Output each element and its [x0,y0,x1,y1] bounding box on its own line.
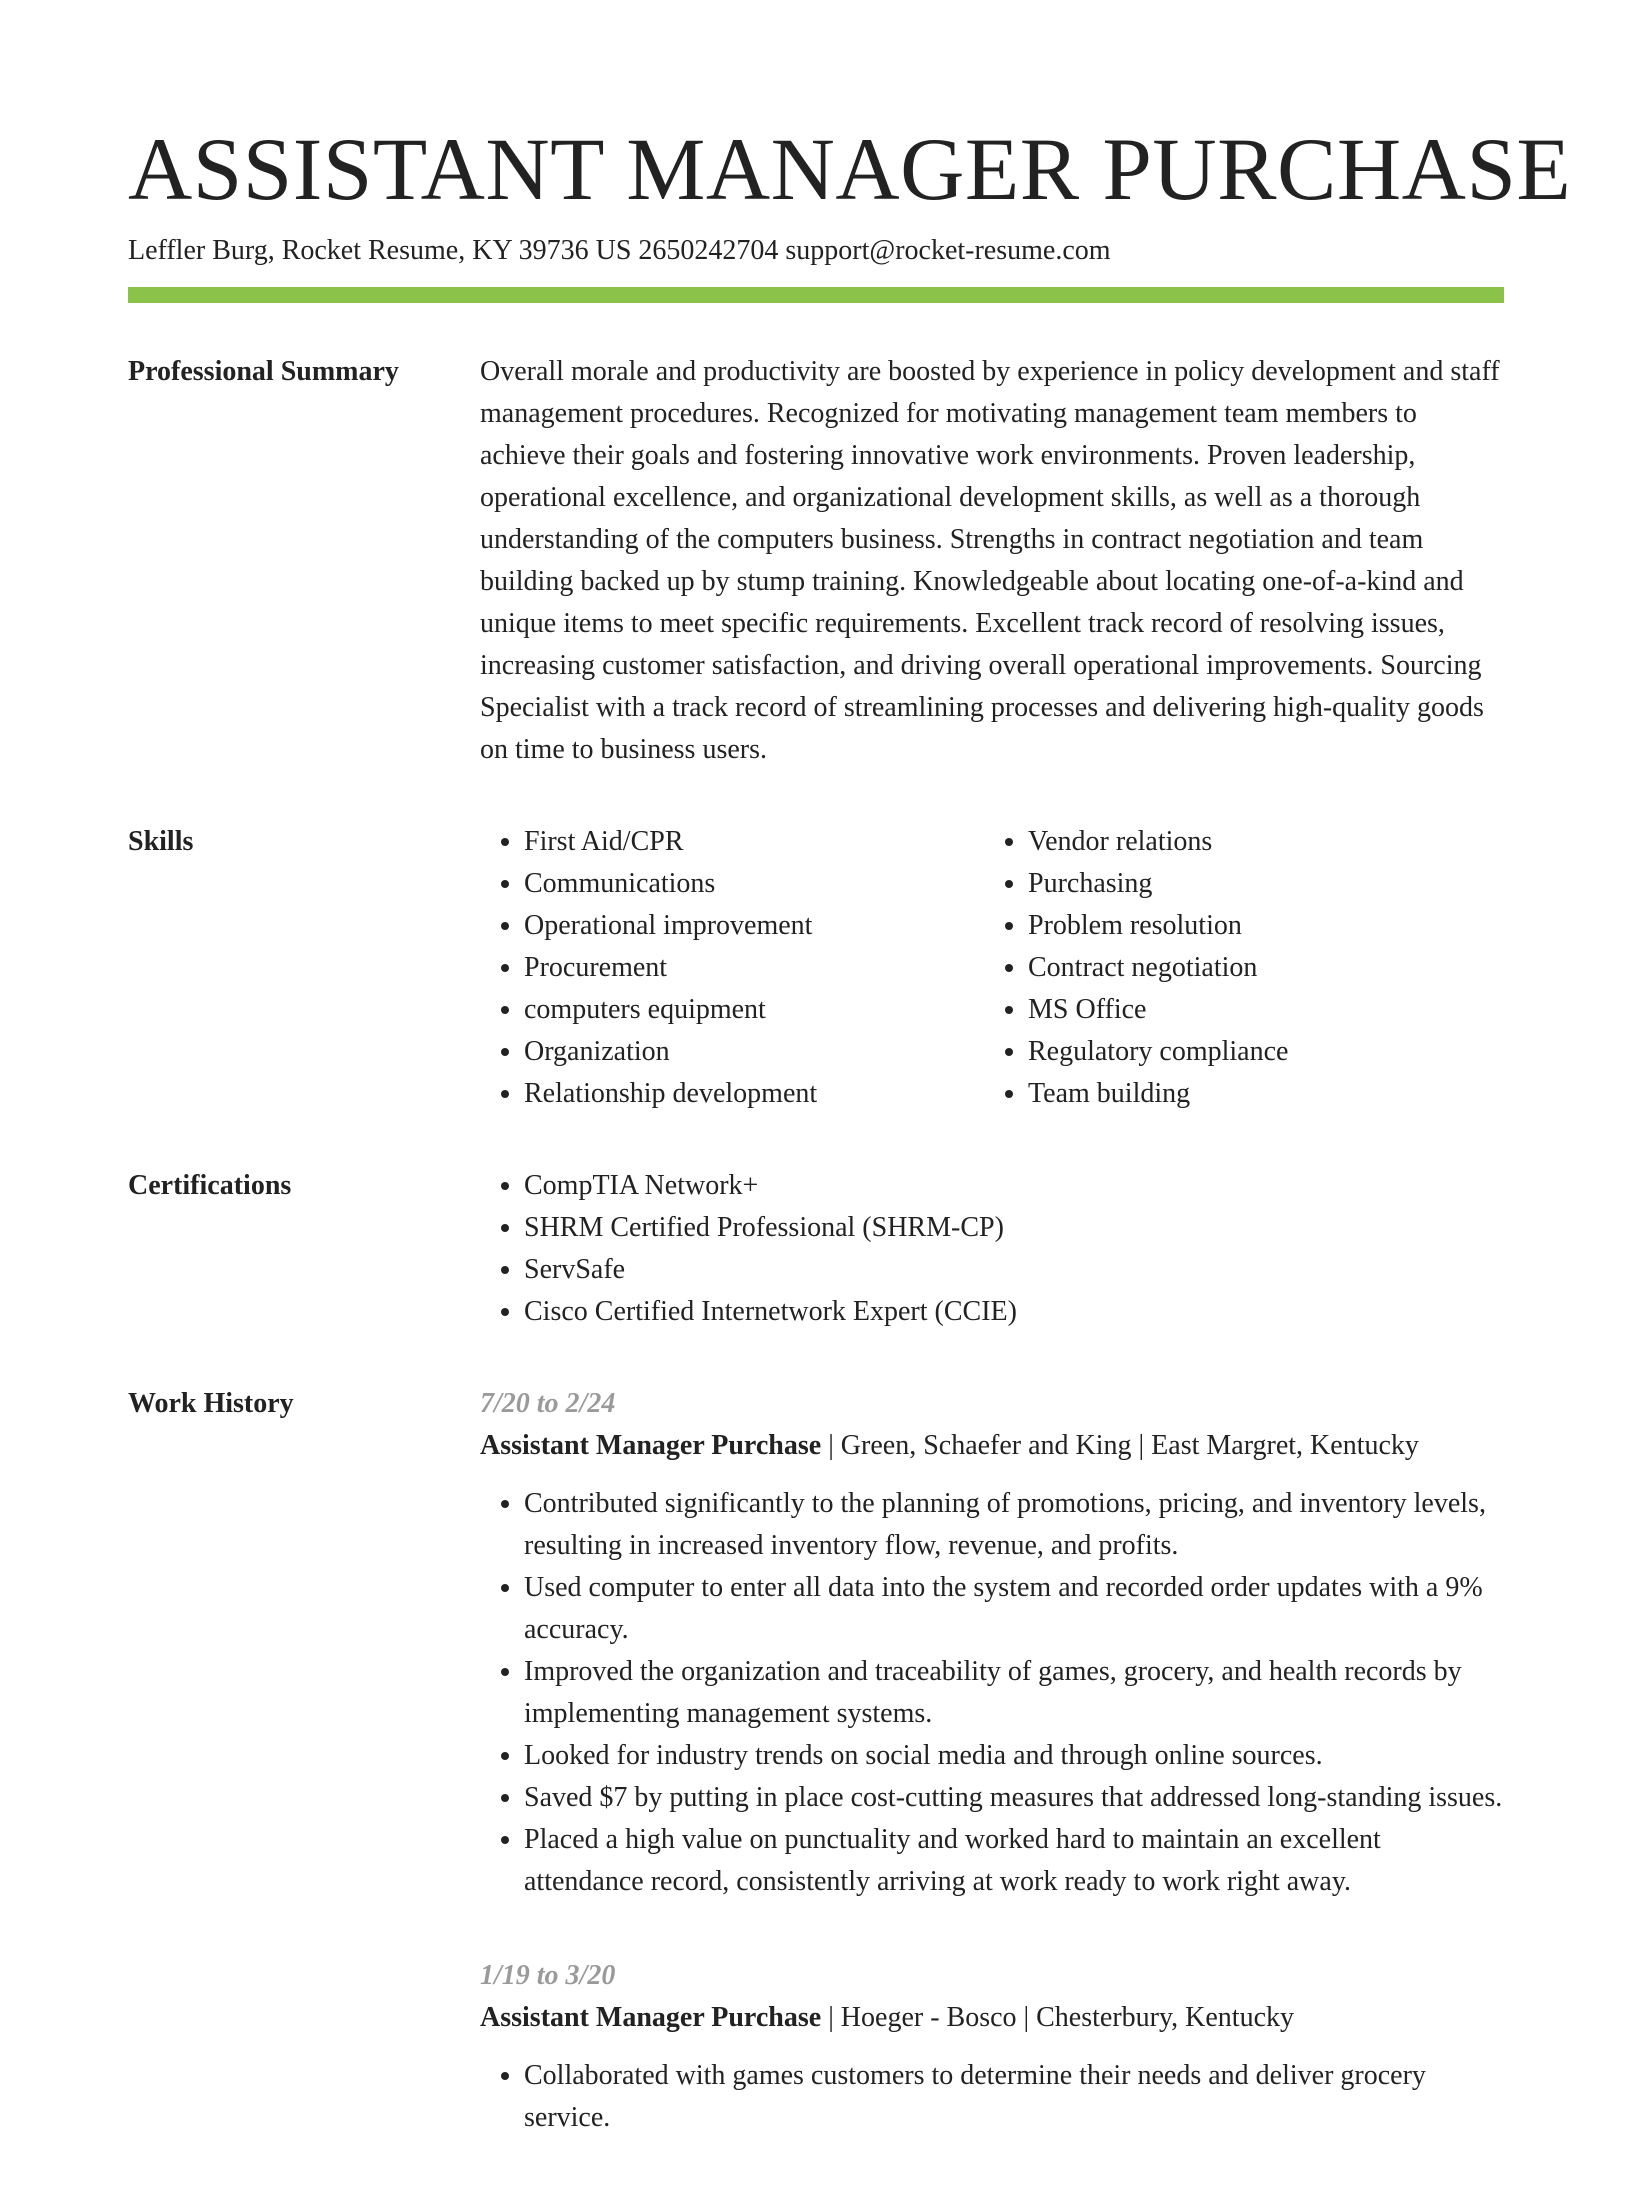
job-bullet: • Improved the organization and traceability of games, grocery, and health records by implementing management systems. [524,1651,1504,1735]
section-label-skills: Skills [128,826,194,857]
section-label-summary: Professional Summary [128,356,399,387]
resume-page [128,0,1572,2191]
skill-item: • Purchasing [1028,863,1488,905]
resume-name: ASSISTANT MANAGER PURCHASE [128,121,1572,219]
job-bullet: • Placed a high value on punctuality and worked hard to maintain an excellent attendance record, consistently arriving at work ready to work right away. [524,1819,1504,1903]
skill-item: • Communications [524,863,984,905]
job-bullet: • Saved $7 by putting in place cost-cutting measures that addressed long-standing issues. [524,1777,1504,1819]
certifications-list [480,1165,1504,1333]
job-bullet: • Contributed significantly to the planning of promotions, pricing, and inventory levels, resulting in increased inventory flow, revenue, and profits. [524,1483,1504,1567]
skill-item: • Procurement [524,947,984,989]
job-company-location: | Hoeger - Bosco | Chesterbury, Kentucky [821,2002,1295,2033]
skill-item: • First Aid/CPR [524,821,984,863]
job-dates: 1/19 to 3/20 [480,1960,616,1991]
skill-item: • Team building [1028,1073,1488,1115]
certifications-section [128,1165,1504,1333]
job-entry [480,1955,1504,2139]
skill-item: • Organization [524,1031,984,1073]
work-history-body [480,1383,1504,2191]
job-title: Assistant Manager Purchase [480,2002,822,2033]
summary-body [480,351,1504,771]
skill-item: • computers equipment [524,989,984,1031]
certification-item: • SHRM Certified Professional (SHRM-CP) [524,1207,1504,1249]
skill-item: • MS Office [1028,989,1488,1031]
certifications-body [480,1165,1504,1333]
job-bullet: • Collaborated with games customers to determine their needs and deliver grocery service. [524,2055,1504,2139]
job-dates: 7/20 to 2/24 [480,1388,616,1419]
skills-section [128,821,1504,1115]
skills-list-right [984,821,1488,1115]
job-heading [480,1425,1504,1467]
skill-item: • Regulatory compliance [1028,1031,1488,1073]
skills-column-right [984,821,1488,1115]
skill-item: • Operational improvement [524,905,984,947]
work-history-section [128,1383,1504,2191]
job-title: Assistant Manager Purchase [480,1430,822,1461]
section-label-work-history: Work History [128,1388,294,1419]
skills-list-left [480,821,984,1115]
skills-column-left [480,821,984,1115]
job-company-location: | Green, Schaefer and King | East Margret, Kentucky [821,1430,1419,1461]
skill-item: • Contract negotiation [1028,947,1488,989]
skills-grid [480,821,1504,1115]
job-heading [480,1997,1504,2039]
section-label-certifications: Certifications [128,1170,292,1201]
job-bullets [480,2055,1504,2139]
certification-item: • ServSafe [524,1249,1504,1291]
job-entry [480,1383,1504,1903]
job-bullet: • Used computer to enter all data into the system and recorded order updates with a 9% accuracy. [524,1567,1504,1651]
certification-item: • CompTIA Network+ [524,1165,1504,1207]
skill-item: • Relationship development [524,1073,984,1115]
summary-section [128,351,1504,771]
job-bullets [480,1483,1504,1903]
certification-item: • Cisco Certified Internetwork Expert (CCIE) [524,1291,1504,1333]
skill-item: • Problem resolution [1028,905,1488,947]
summary-text: Overall morale and productivity are boosted by experience in policy development and staff management procedures. Recognized for motivating management team members to achieve their goals and fostering innovative work environments. Proven leadership, operational excellence, and organizational development skills, as well as a thorough understanding of the computers business. Strengths in contract negotiation and team building backed up by stump training. Knowledgeable about locating one-of-a-kind and unique items to meet specific requirements. Excellent track record of resolving issues, increasing customer satisfaction, and driving overall operational improvements. Sourcing Specialist with a track record of streamlining processes and delivering high-quality goods on time to business users. [480,356,1500,765]
skill-item: • Vendor relations [1028,821,1488,863]
contact-line: Leffler Burg, Rocket Resume, KY 39736 US 2650242704 support@rocket-resume.com [128,235,1111,266]
job-bullet: • Looked for industry trends on social media and through online sources. [524,1735,1504,1777]
accent-divider [128,287,1504,303]
